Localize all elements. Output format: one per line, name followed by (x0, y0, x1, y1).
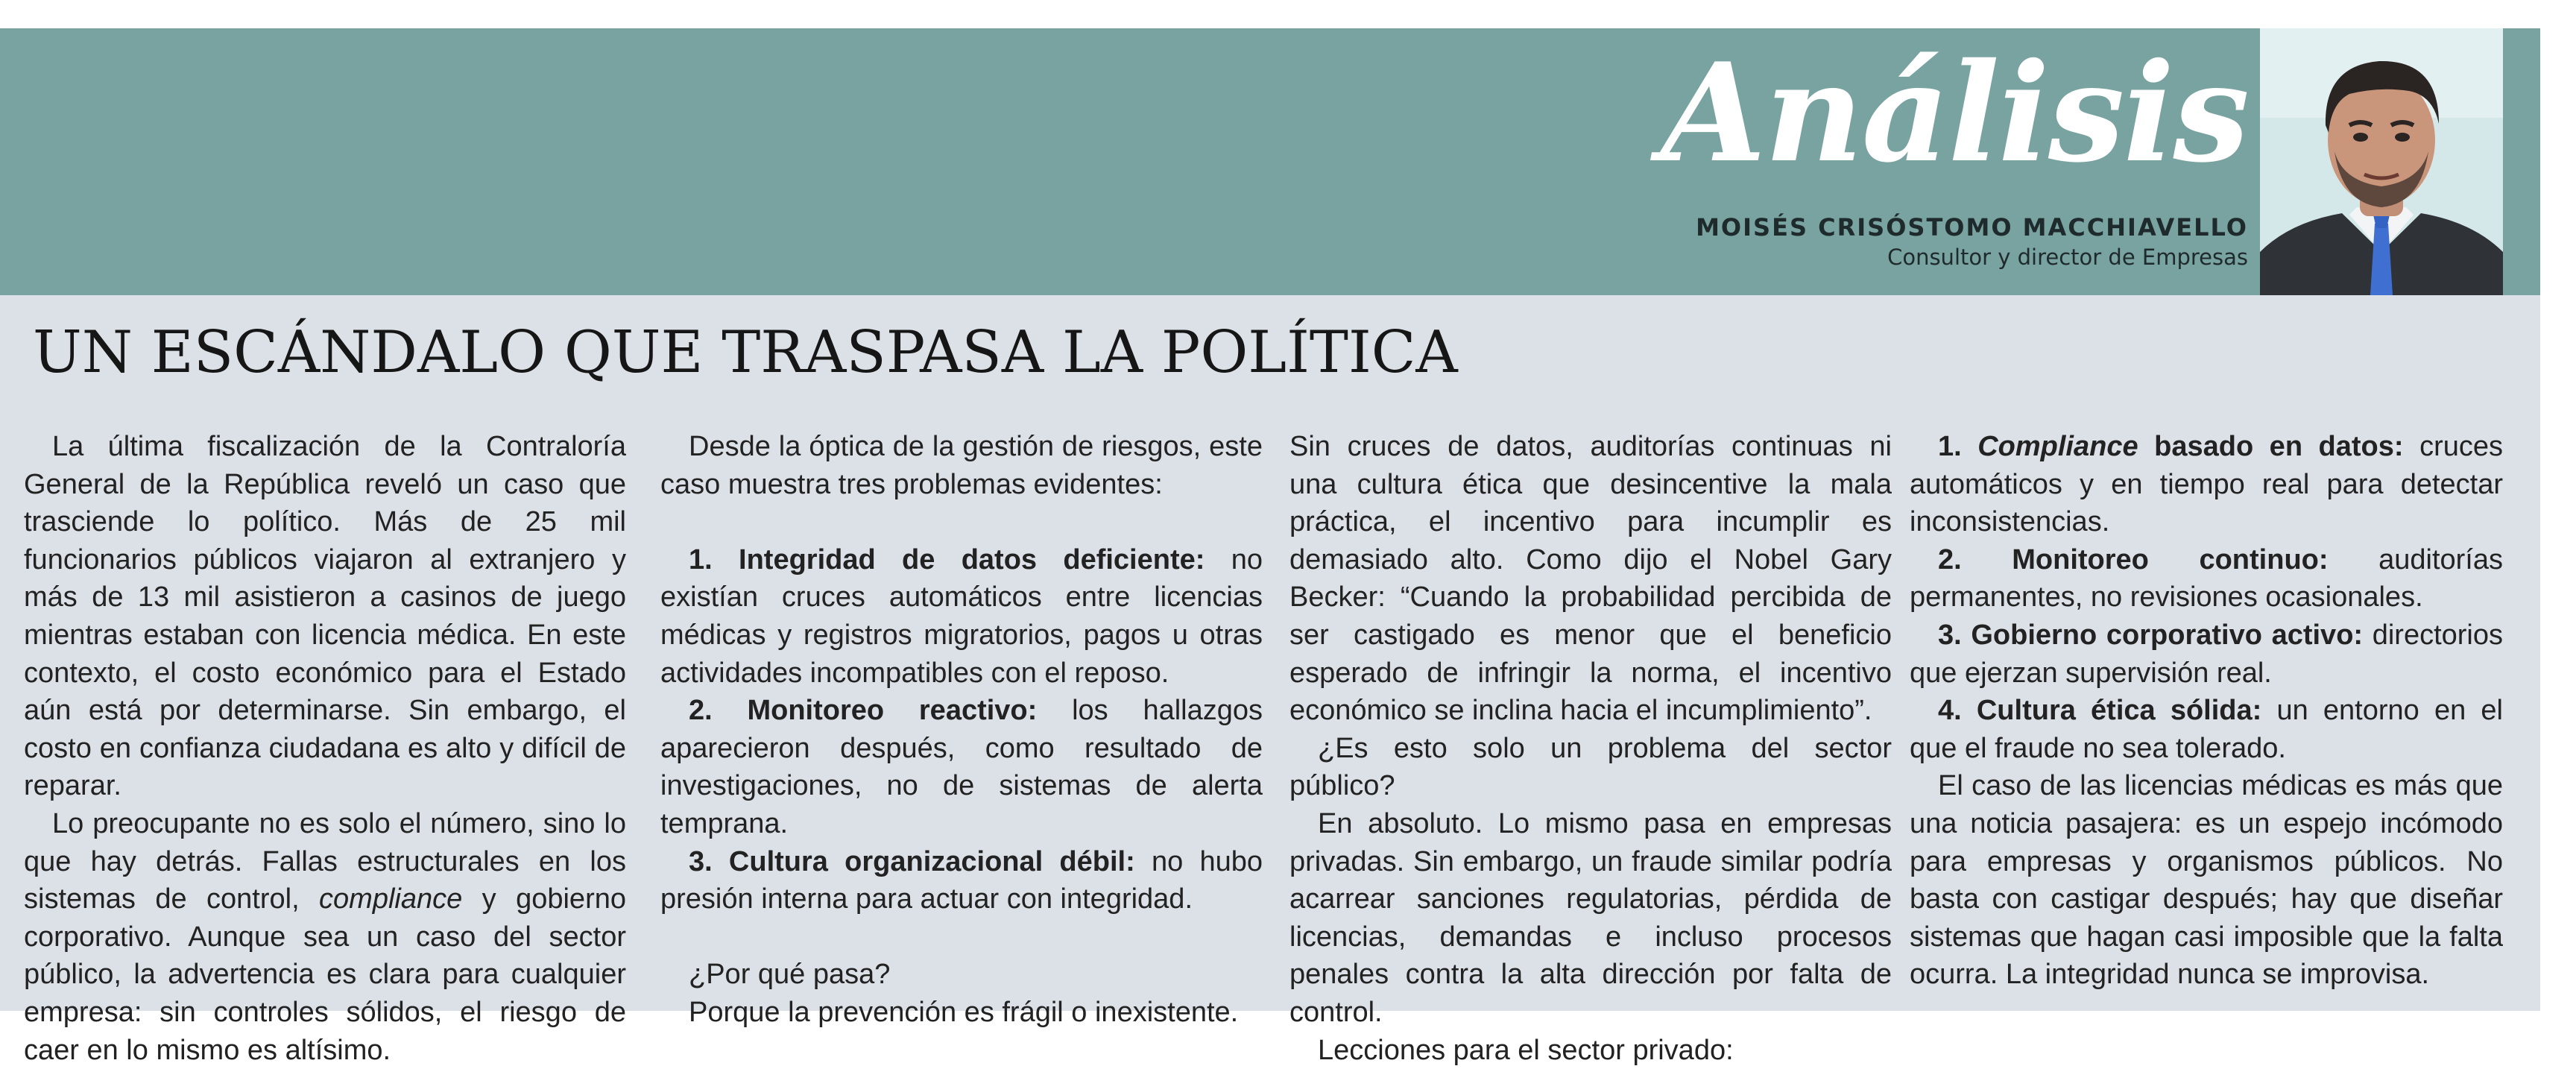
text-run: Lo preocupante no es solo el número, sino lo que hay detrás. Fallas estructurales en los sistemas de control, (24, 808, 626, 915)
paragraph: ¿Es esto solo un problema del sector público? (1289, 730, 1892, 805)
paragraph: En absoluto. Lo mismo pasa en empresas privadas. Sin embargo, un fraude similar podría acarrear sanciones regulatorias, pérdida de licencias, demandas e incluso procesos penales contra la alta dirección por falta de control. (1289, 805, 1892, 1032)
avatar (2260, 28, 2503, 295)
paragraph: ¿Por qué pasa? (660, 956, 1263, 994)
article-column-2 (660, 428, 1263, 1032)
list-item-title: 3. Gobierno corporativo activo: (1938, 619, 2363, 651)
list-item (1910, 428, 2503, 541)
list-item-text: los hallazgos aparecieron después, como resultado de investigaciones, no de sistemas de alerta temprana. (660, 695, 1263, 839)
article-column-4 (1910, 428, 2503, 994)
emphasis-text: Compliance (1977, 431, 2138, 462)
list-item-text: no existían cruces automáticos entre licencias médicas y registros migratorios, pagos u otras actividades incompatibles con el reposo. (660, 544, 1263, 689)
list-item (660, 843, 1263, 918)
paragraph: Sin cruces de datos, auditorías continuas ni una cultura ética que desincentive la mala práctica, el incentivo para incumplir es demasiado alto. Como dijo el Nobel Gary Becker: “Cuando la probabilidad percibida de ser castigado es menor que el beneficio esperado de infringir la norma, el incentivo económico se inclina hacia el incumplimiento”. (1289, 428, 1892, 730)
paragraph: El caso de las licencias médicas es más que una noticia pasajera: es un espejo incómodo para empresas y organismos públicos. No basta con castigar después; hay que diseñar sistemas que hagan casi imposible que la falta ocurra. La integridad nunca se improvisa. (1910, 767, 2503, 994)
list-item (660, 692, 1263, 842)
list-item-text: un entorno en el que el fraude no sea tolerado. (1910, 695, 2503, 764)
author-name: MOISÉS CRISÓSTOMO MACCHIAVELLO (1696, 213, 2248, 242)
author-portrait-icon (2260, 28, 2503, 295)
paragraph: Porque la prevención es frágil o inexistente. (660, 994, 1263, 1032)
list-item (1910, 541, 2503, 617)
text-run: y gobierno corporativo. Aunque sea un caso del sector público, la advertencia es clara para cualquier empresa: sin controles sólidos, el riesgo de caer en lo mismo es altísimo. (24, 883, 626, 1065)
paragraph: Desde la óptica de la gestión de riesgos, este caso muestra tres problemas evidentes: (660, 428, 1263, 503)
paragraph (24, 805, 626, 1069)
paragraph: Lecciones para el sector privado: (1289, 1032, 1892, 1069)
list-item (1910, 617, 2503, 692)
article-column-3 (1289, 428, 1892, 1069)
author-role: Consultor y director de Empresas (1887, 245, 2248, 270)
list-item-title: 2. Monitoreo reactivo: (689, 695, 1037, 726)
list-item-text: auditorías permanentes, no revisiones ocasionales. (1910, 544, 2503, 614)
emphasis-text: compliance (319, 883, 462, 915)
list-item-number: 1. (1938, 431, 1977, 462)
headline: UN ESCÁNDALO QUE TRASPASA LA POLÍTICA (33, 324, 1458, 382)
list-item (1910, 692, 2503, 767)
list-item-title: basado en datos: (2138, 431, 2404, 462)
list-item-text: cruces automáticos y en tiempo real para detectar inconsistencias. (1910, 431, 2503, 537)
list-item-title: 4. Cultura ética sólida: (1938, 695, 2261, 726)
list-item-title: 1. Integridad de datos deficiente: (689, 544, 1205, 576)
list-item (660, 541, 1263, 692)
list-item-text: no hubo presión interna para actuar con integridad. (660, 846, 1263, 915)
list-item-title: 3. Cultura organizacional débil: (689, 846, 1135, 877)
list-item-text: directorios que ejerzan supervisión real. (1910, 619, 2503, 689)
list-item-title: 2. Monitoreo continuo: (1938, 544, 2329, 576)
section-label: Análisis (1661, 45, 2248, 180)
paragraph: La última fiscalización de la Contraloría General de la República reveló un caso que trasciende lo político. Más de 25 mil funcionarios públicos viajaron al extranjero y más de 13 mil asistieron a casinos de juego mientras estaban con licencia médica. En este contexto, el costo económico para el Estado aún está por determinarse. Sin embargo, el costo en confianza ciudadana es alto y difícil de reparar. (24, 428, 626, 805)
article-column-1 (24, 428, 626, 1069)
